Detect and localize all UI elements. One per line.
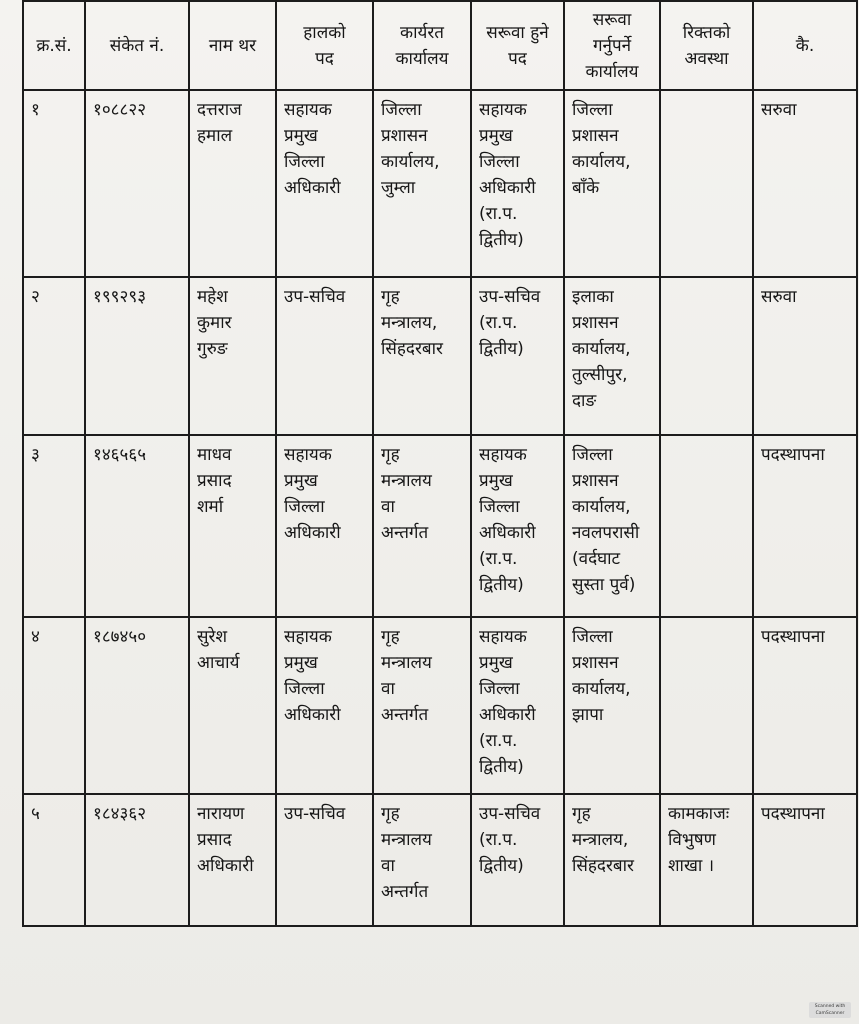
header-current-post: हालको पद — [276, 1, 373, 90]
cell-code: १९९२९३ — [85, 277, 189, 435]
cell-transfer-post: सहायक प्रमुख जिल्ला अधिकारी (रा.प. द्वितीय) — [471, 435, 564, 617]
cell-current-office: गृह मन्त्रालय वा अन्तर्गत — [373, 435, 471, 617]
cell-vacancy — [660, 277, 753, 435]
header-transfer-post: सरूवा हुने पद — [471, 1, 564, 90]
cell-sn: ३ — [23, 435, 85, 617]
cell-name: महेश कुमार गुरुङ — [189, 277, 276, 435]
cell-transfer-post: सहायक प्रमुख जिल्ला अधिकारी (रा.प. द्वितीय) — [471, 90, 564, 277]
cell-remarks: पदस्थापना — [753, 617, 857, 794]
cell-remarks: पदस्थापना — [753, 794, 857, 926]
header-name: नाम थर — [189, 1, 276, 90]
cell-current-post: उप-सचिव — [276, 277, 373, 435]
cell-remarks: सरुवा — [753, 277, 857, 435]
cell-name: सुरेश आचार्य — [189, 617, 276, 794]
cell-transfer-post: सहायक प्रमुख जिल्ला अधिकारी (रा.प. द्वितीय) — [471, 617, 564, 794]
header-row — [23, 1, 857, 90]
cell-sn: ५ — [23, 794, 85, 926]
cell-code: १८७४५० — [85, 617, 189, 794]
cell-vacancy — [660, 617, 753, 794]
cell-vacancy — [660, 435, 753, 617]
cell-current-post: सहायक प्रमुख जिल्ला अधिकारी — [276, 435, 373, 617]
camscanner-watermark: Scanned with CamScanner — [809, 1002, 851, 1018]
cell-vacancy — [660, 90, 753, 277]
cell-transfer-post: उप-सचिव (रा.प. द्वितीय) — [471, 794, 564, 926]
header-code: संकेत नं. — [85, 1, 189, 90]
cell-vacancy: कामकाजः विभुषण शाखा । — [660, 794, 753, 926]
cell-remarks: पदस्थापना — [753, 435, 857, 617]
cell-transfer-office: इलाका प्रशासन कार्यालय, तुल्सीपुर, दाङ — [564, 277, 660, 435]
transfer-table — [22, 0, 858, 927]
cell-code: १०८८२२ — [85, 90, 189, 277]
cell-name: नारायण प्रसाद अधिकारी — [189, 794, 276, 926]
cell-current-office: गृह मन्त्रालय वा अन्तर्गत — [373, 794, 471, 926]
cell-transfer-post: उप-सचिव (रा.प. द्वितीय) — [471, 277, 564, 435]
cell-transfer-office: जिल्ला प्रशासन कार्यालय, नवलपरासी (वर्दघाट सुस्ता पुर्व) — [564, 435, 660, 617]
header-transfer-office: सरूवा गर्नुपर्ने कार्यालय — [564, 1, 660, 90]
header-sn: क्र.सं. — [23, 1, 85, 90]
cell-code: १८४३६२ — [85, 794, 189, 926]
cell-current-post: उप-सचिव — [276, 794, 373, 926]
cell-current-office: गृह मन्त्रालय, सिंहदरबार — [373, 277, 471, 435]
cell-sn: २ — [23, 277, 85, 435]
cell-current-post: सहायक प्रमुख जिल्ला अधिकारी — [276, 90, 373, 277]
table-row — [23, 617, 857, 794]
cell-transfer-office: जिल्ला प्रशासन कार्यालय, बाँके — [564, 90, 660, 277]
header-remarks: कै. — [753, 1, 857, 90]
cell-remarks: सरुवा — [753, 90, 857, 277]
table-row — [23, 794, 857, 926]
table-row — [23, 277, 857, 435]
cell-name: माधव प्रसाद शर्मा — [189, 435, 276, 617]
cell-code: १४६५६५ — [85, 435, 189, 617]
cell-current-office: जिल्ला प्रशासन कार्यालय, जुम्ला — [373, 90, 471, 277]
cell-current-post: सहायक प्रमुख जिल्ला अधिकारी — [276, 617, 373, 794]
cell-transfer-office: गृह मन्त्रालय, सिंहदरबार — [564, 794, 660, 926]
cell-sn: ४ — [23, 617, 85, 794]
header-vacancy: रिक्तको अवस्था — [660, 1, 753, 90]
header-current-office: कार्यरत कार्यालय — [373, 1, 471, 90]
cell-current-office: गृह मन्त्रालय वा अन्तर्गत — [373, 617, 471, 794]
table-row — [23, 90, 857, 277]
table-row — [23, 435, 857, 617]
cell-transfer-office: जिल्ला प्रशासन कार्यालय, झापा — [564, 617, 660, 794]
cell-sn: १ — [23, 90, 85, 277]
cell-name: दत्तराज हमाल — [189, 90, 276, 277]
